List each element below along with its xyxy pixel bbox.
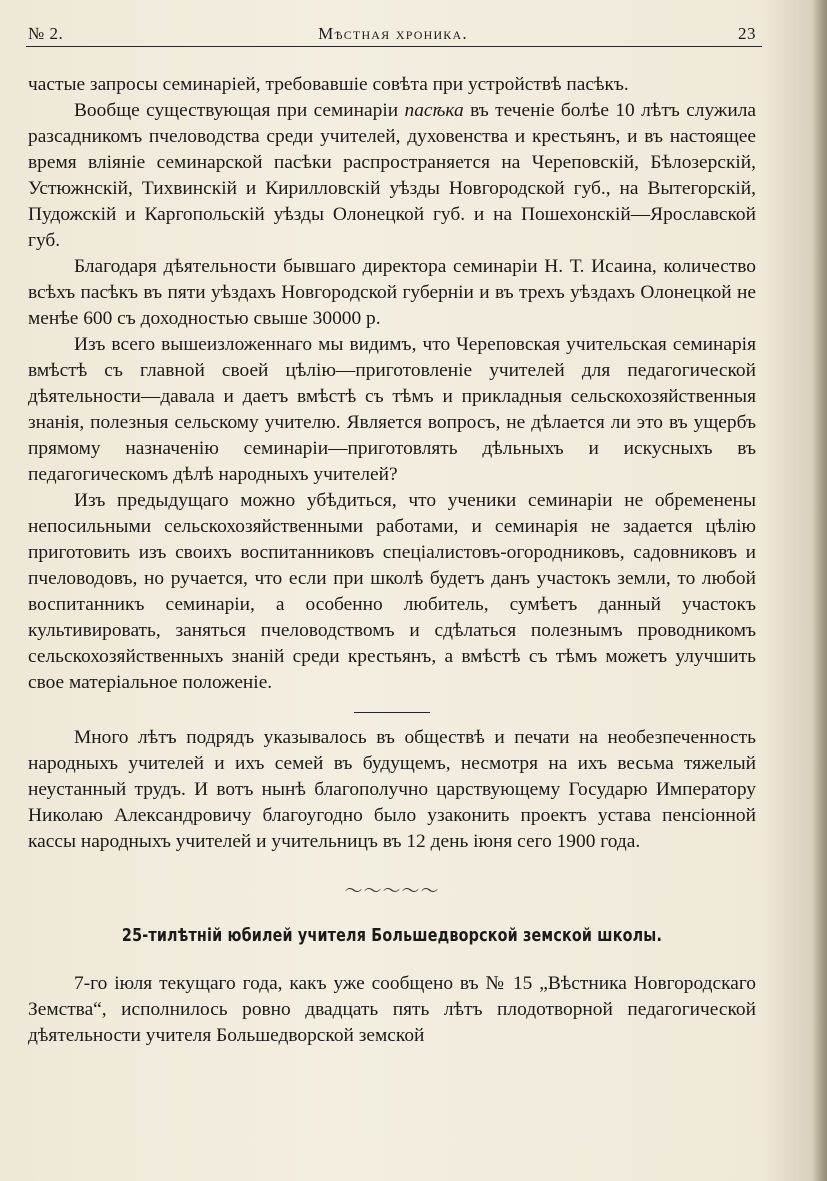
short-separator xyxy=(354,712,430,713)
header-rule xyxy=(26,46,762,47)
section-title: 25-тилѣтній юбилей учителя Большедворской земской школы. xyxy=(121,926,663,946)
wave-separator: 〜〜〜〜〜 xyxy=(344,881,440,901)
issue-number: № 2. xyxy=(28,24,64,43)
page-number: 23 xyxy=(738,24,756,43)
page-edge-shadow xyxy=(813,0,827,1181)
paragraph-apiary-lead: Вообще существующая при семинаріи xyxy=(74,100,399,121)
paragraph-director: Благодаря дѣятельности бывшаго директора семинаріи Н. Т. Исаина, количество всѣхъ пасѣкъ въ пяти уѣздахъ Новгородской губерніи и въ трехъ уѣздахъ Олонецкой не менѣе 600 съ доходностью свыше 30000 р. xyxy=(28,256,756,329)
running-title: Мѣстная хроника. xyxy=(318,24,468,43)
paragraph-apiary-rest: въ теченіе болѣе 10 лѣтъ служила разсадникомъ пчеловодства среди учителей, духовенства и крестьянъ, и въ настоящее время вліяніе семинарской пасѣки распространяется на Череповскій, Бѣлозерскій, Устюжнскій, Тихвинскій и Кирилловскій уѣзды Новгородской губ., на Вытегорскій, Пудожскій и Каргопольскій уѣзды Олонецкой губ. и на Пошехонскій—Ярославской губ. xyxy=(28,100,756,251)
paragraph-pension: Много лѣтъ подрядъ указывалось въ обществѣ и печати на необезпеченность народныхъ учителей и ихъ семей въ будущемъ, несмотря на ихъ весьма тяжелый неустанный трудъ. И вотъ нынѣ благополучно царствующему Государю Императору Николаю Александровичу благоугодно было узаконить проектъ устава пенсіонной кассы народныхъ учителей и учительницъ въ 12 день іюня сего 1900 года. xyxy=(28,727,756,852)
apiary-emphasis: пасѣка xyxy=(404,100,464,121)
paragraph-continued: частые запросы семинаріей, требовавшіе совѣта при устройствѣ пасѣкъ. xyxy=(28,74,629,95)
running-header xyxy=(28,24,758,48)
article-body xyxy=(28,72,756,1049)
paragraph-apiary xyxy=(28,98,756,254)
paragraph-jubilee: 7-го іюля текущаго года, какъ уже сообщено въ № 15 „Вѣстника Новгородскаго Земства“, исполнилось ровно двадцать пять лѣтъ плодотворной педагогической дѣятельности учителя Большедворской земской xyxy=(28,973,756,1046)
paragraph-conclusion: Изъ всего вышеизложеннаго мы видимъ, что Череповская учительская семинарія вмѣстѣ съ главной своей цѣлію—приготовленіе учителей для педагогической дѣятельности—давала и даетъ вмѣстѣ съ тѣмъ и прикладныя сельскохозяйственныя знанія, полезныя сельскому учителю. Является вопросъ, не дѣлается ли это въ ущербъ прямому назначенію семинаріи—приготовлять дѣльныхъ и искусныхъ въ педагогическомъ дѣлѣ народныхъ учителей? xyxy=(28,334,756,485)
paragraph-students: Изъ предыдущаго можно убѣдиться, что ученики семинаріи не обременены непосильными сельскохозяйственными работами, и семинарія не задается цѣлію приготовить изъ своихъ воспитанниковъ спеціалистовъ-огородниковъ, садовниковъ и пчеловодовъ, но ручается, что если при школѣ будетъ данъ участокъ земли, то любой воспитанникъ семинаріи, а особенно любитель, сумѣетъ данный участокъ культивировать, заняться пчеловодствомъ и сдѣлаться полезнымъ проводникомъ сельскохозяйственныхъ знаній среди крестьянъ, а вмѣстѣ съ тѣмъ можетъ улучшить свое матеріальное положеніе. xyxy=(28,490,756,693)
